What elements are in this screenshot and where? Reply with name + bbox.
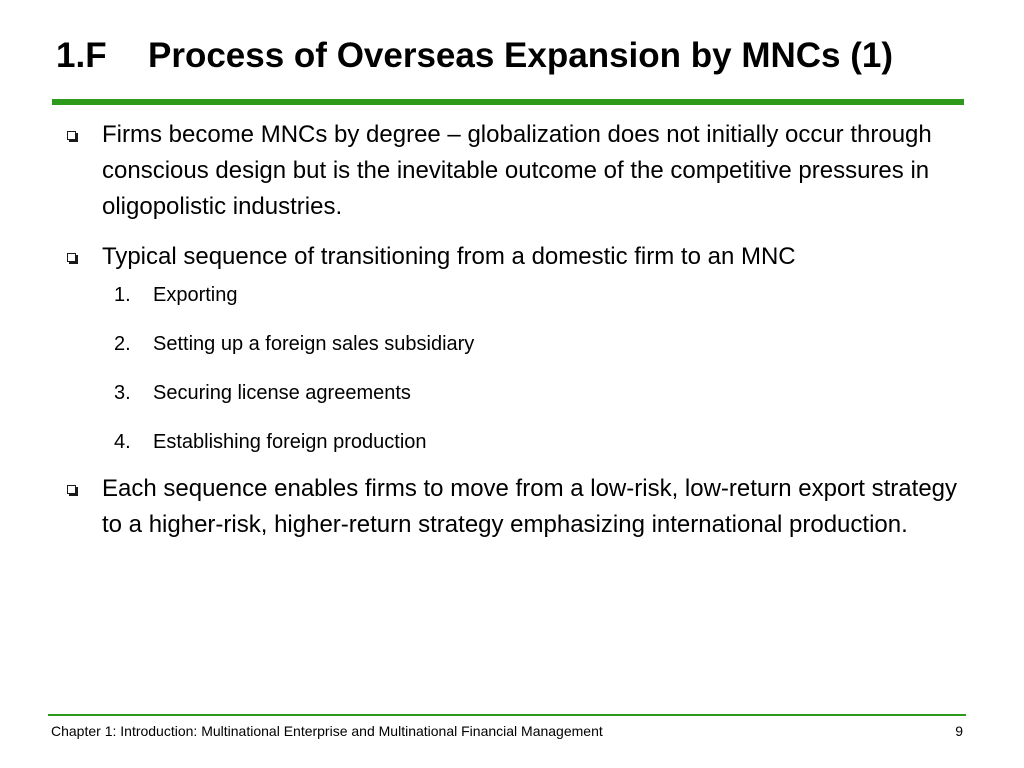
list-item-number: 3. xyxy=(114,382,131,404)
footer-divider xyxy=(48,714,966,716)
slide-footer xyxy=(51,722,963,740)
bullet-text: Each sequence enables firms to move from a low-risk, low-return export strategy to a higher-risk, higher-return strategy emphasizing international production. xyxy=(102,475,958,538)
list-item-text: Securing license agreements xyxy=(153,382,411,404)
list-item-text: Setting up a foreign sales subsidiary xyxy=(153,333,475,355)
title-text: Process of Overseas Expansion by MNCs (1) xyxy=(148,36,893,75)
bullet-text: Typical sequence of transitioning from a domestic firm to an MNC xyxy=(102,243,796,270)
bullet-text: Firms become MNCs by degree – globalization does not initially occur through conscious design but is the inevitable outcome of the competitive pressures in oligopolistic industries. xyxy=(102,121,932,220)
list-item-text: Establishing foreign production xyxy=(153,431,427,453)
list-item-number: 2. xyxy=(114,333,131,355)
slide-title xyxy=(56,34,996,78)
page-number: 9 xyxy=(955,723,963,739)
list-item xyxy=(66,430,966,455)
list-item xyxy=(66,332,966,357)
list-item xyxy=(66,283,966,308)
list-item-number: 1. xyxy=(114,284,131,306)
bullet-item xyxy=(66,471,966,543)
slide-body xyxy=(66,117,966,543)
title-divider xyxy=(52,99,964,105)
square-bullet-icon xyxy=(67,131,76,140)
list-item-number: 4. xyxy=(114,431,131,453)
bullet-item xyxy=(66,239,966,275)
footer-chapter-text: Chapter 1: Introduction: Multinational Enterprise and Multinational Financial Management xyxy=(51,723,603,739)
square-bullet-icon xyxy=(67,485,76,494)
title-number: 1.F xyxy=(56,36,107,75)
list-item xyxy=(66,381,966,406)
sequence-list xyxy=(66,283,966,455)
list-item-text: Exporting xyxy=(153,284,238,306)
bullet-item xyxy=(66,117,966,225)
square-bullet-icon xyxy=(67,253,76,262)
